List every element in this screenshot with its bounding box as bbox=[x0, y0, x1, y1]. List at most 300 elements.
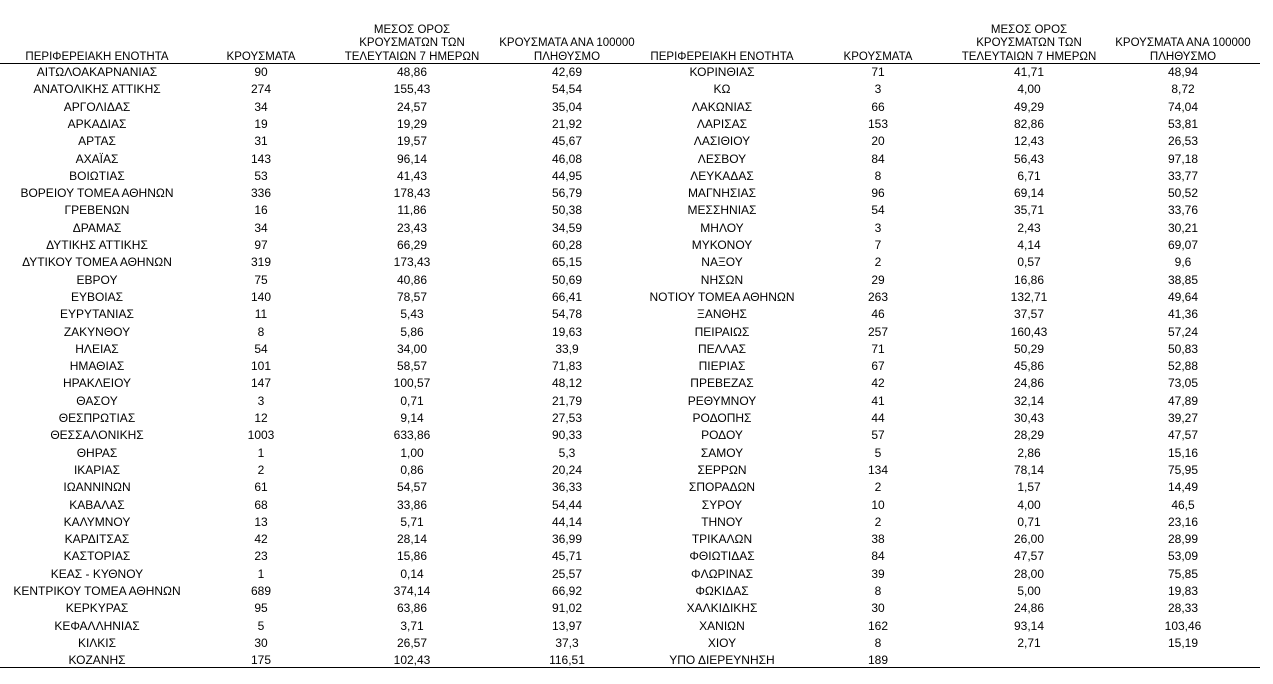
table-row bbox=[0, 531, 640, 548]
per-100k-cell: 36,99 bbox=[551, 532, 583, 547]
per-100k-cell: 42,69 bbox=[551, 65, 583, 79]
table-row bbox=[640, 81, 1273, 98]
table-row bbox=[640, 358, 1273, 375]
avg-7-days-cell: 48,86 bbox=[396, 65, 428, 79]
avg-7-days-cell: 26,00 bbox=[1013, 532, 1045, 547]
column-header-avg7 bbox=[954, 0, 1104, 64]
cases-cell: 143 bbox=[250, 151, 272, 166]
column-header-line: ΤΕΛΕΥΤΑΙΩΝ 7 ΗΜΕΡΩΝ bbox=[961, 50, 1097, 63]
avg-7-days-cell: 5,71 bbox=[400, 514, 424, 529]
region-name-cell: ΜΕΣΣΗΝΙΑΣ bbox=[687, 203, 757, 218]
avg-7-days-cell: 28,00 bbox=[1013, 566, 1045, 581]
column-header-line: ΚΡΟΥΣΜΑΤΩΝ ΤΩΝ bbox=[976, 37, 1082, 49]
region-name-cell: ΣΥΡΟΥ bbox=[701, 497, 743, 512]
avg-7-days-cell: 132,71 bbox=[1010, 289, 1048, 304]
avg-7-days-cell: 24,86 bbox=[1013, 601, 1045, 616]
avg-7-days-cell: 69,14 bbox=[1013, 186, 1045, 201]
table-row bbox=[640, 497, 1273, 514]
region-name-cell: ΕΒΡΟΥ bbox=[76, 272, 118, 287]
region-name-cell: ΙΚΑΡΙΑΣ bbox=[73, 462, 121, 477]
table-row bbox=[0, 618, 640, 635]
avg-7-days-cell: 93,14 bbox=[1013, 618, 1045, 633]
cases-cell: 134 bbox=[867, 462, 889, 477]
table-row bbox=[0, 202, 640, 219]
cases-cell: 3 bbox=[257, 393, 265, 408]
per-100k-cell: 14,49 bbox=[1167, 480, 1199, 495]
region-name-cell: ΚΟΖΑΝΗΣ bbox=[68, 653, 126, 668]
cases-cell: 30 bbox=[254, 635, 268, 650]
avg-7-days-cell: 54,57 bbox=[396, 480, 428, 495]
avg-7-days-cell: 41,43 bbox=[396, 168, 428, 183]
avg-7-days-cell: 37,57 bbox=[1013, 307, 1045, 322]
per-100k-cell: 13,97 bbox=[551, 618, 583, 633]
table-row bbox=[640, 116, 1273, 133]
per-100k-cell: 44,14 bbox=[551, 514, 583, 529]
region-name-cell: ΣΕΡΡΩΝ bbox=[697, 462, 747, 477]
cases-cell: 31 bbox=[254, 134, 268, 149]
table-row bbox=[640, 652, 1273, 669]
cases-cell: 1 bbox=[257, 445, 265, 460]
table-row bbox=[640, 168, 1273, 185]
cases-cell: 2 bbox=[874, 255, 882, 270]
avg-7-days-cell: 28,14 bbox=[396, 532, 428, 547]
column-header-region bbox=[2, 0, 192, 64]
table-row bbox=[0, 410, 640, 427]
per-100k-cell: 48,12 bbox=[551, 376, 583, 391]
table-row bbox=[640, 566, 1273, 583]
table-row bbox=[0, 289, 640, 306]
region-name-cell: ΦΩΚΙΔΑΣ bbox=[695, 584, 749, 598]
avg-7-days-cell: 0,57 bbox=[1017, 255, 1041, 270]
table-row bbox=[640, 531, 1273, 548]
table-row bbox=[0, 635, 640, 652]
avg-7-days-cell: 155,43 bbox=[393, 82, 431, 97]
cases-cell: 336 bbox=[250, 186, 272, 201]
avg-7-days-cell: 100,57 bbox=[393, 376, 431, 391]
cases-cell: 3 bbox=[874, 82, 882, 97]
region-name-cell: ΧΑΛΚΙΔΙΚΗΣ bbox=[686, 601, 758, 616]
table-row bbox=[0, 324, 640, 341]
region-name-cell: ΚΟΡΙΝΘΙΑΣ bbox=[689, 65, 755, 79]
per-100k-cell: 54,44 bbox=[551, 497, 583, 512]
avg-7-days-cell: 2,86 bbox=[1017, 445, 1041, 460]
table-row bbox=[0, 479, 640, 496]
cases-cell: 19 bbox=[254, 116, 268, 131]
avg-7-days-cell: 40,86 bbox=[396, 272, 428, 287]
cases-cell: 44 bbox=[871, 411, 885, 425]
cases-cell: 57 bbox=[871, 428, 885, 443]
per-100k-cell: 65,15 bbox=[551, 255, 583, 270]
avg-7-days-cell: 66,29 bbox=[396, 238, 428, 252]
per-100k-cell: 53,81 bbox=[1167, 116, 1199, 131]
per-100k-cell: 44,95 bbox=[551, 168, 583, 183]
avg-7-days-cell: 0,86 bbox=[400, 462, 424, 477]
per-100k-cell: 54,54 bbox=[551, 82, 583, 97]
cases-cell: 274 bbox=[250, 82, 272, 97]
per-100k-cell: 33,9 bbox=[555, 341, 579, 356]
per-100k-cell: 75,95 bbox=[1167, 462, 1199, 477]
table-row bbox=[640, 600, 1273, 617]
table-row bbox=[0, 151, 640, 168]
cases-cell: 42 bbox=[871, 376, 885, 391]
table-row bbox=[0, 652, 640, 669]
per-100k-cell: 15,19 bbox=[1167, 635, 1199, 650]
table-row bbox=[640, 583, 1273, 600]
region-name-cell: ΤΗΝΟΥ bbox=[701, 514, 743, 529]
cases-cell: 3 bbox=[874, 220, 882, 235]
cases-cell: 263 bbox=[867, 289, 889, 304]
region-name-cell: ΘΕΣΠΡΩΤΙΑΣ bbox=[58, 411, 136, 425]
column-header-line: ΚΡΟΥΣΜΑΤΑ bbox=[226, 50, 296, 63]
region-name-cell: ΧΑΝΙΩΝ bbox=[699, 618, 745, 633]
avg-7-days-cell: 5,86 bbox=[400, 324, 424, 339]
column-header-line: ΜΕΣΟΣ ΟΡΟΣ bbox=[373, 23, 451, 36]
avg-7-days-cell: 0,71 bbox=[1017, 514, 1041, 529]
avg-7-days-cell: 96,14 bbox=[396, 151, 428, 166]
cases-cell: 689 bbox=[250, 584, 272, 598]
table-row bbox=[640, 548, 1273, 565]
region-name-cell: ΡΟΔΟΠΗΣ bbox=[692, 411, 752, 425]
region-name-cell: ΡΟΔΟΥ bbox=[701, 428, 743, 443]
cases-cell: 10 bbox=[871, 497, 885, 512]
region-name-cell: ΕΥΒΟΙΑΣ bbox=[70, 289, 124, 304]
cases-cell: 153 bbox=[867, 116, 889, 131]
cases-cell: 71 bbox=[871, 65, 885, 79]
per-100k-cell bbox=[1108, 652, 1258, 669]
cases-cell: 38 bbox=[871, 532, 885, 547]
per-100k-cell: 33,76 bbox=[1167, 203, 1199, 218]
region-name-cell: ΝΗΣΩΝ bbox=[700, 272, 744, 287]
table-row bbox=[0, 445, 640, 462]
per-100k-cell: 50,52 bbox=[1167, 186, 1199, 201]
per-100k-cell: 41,36 bbox=[1167, 307, 1199, 322]
avg-7-days-cell: 5,00 bbox=[1017, 584, 1041, 598]
avg-7-days-cell: 63,86 bbox=[396, 601, 428, 616]
table-row bbox=[0, 185, 640, 202]
region-name-cell: ΦΘΙΩΤΙΔΑΣ bbox=[689, 549, 755, 564]
cases-cell: 39 bbox=[871, 566, 885, 581]
per-100k-cell: 15,16 bbox=[1167, 445, 1199, 460]
region-name-cell: ΛΑΡΙΣΑΣ bbox=[696, 116, 748, 131]
cases-cell: 75 bbox=[254, 272, 268, 287]
cases-cell: 162 bbox=[867, 618, 889, 633]
avg-7-days-cell: 16,86 bbox=[1013, 272, 1045, 287]
per-100k-cell: 21,92 bbox=[551, 116, 583, 131]
region-name-cell: ΚΑΡΔΙΤΣΑΣ bbox=[64, 532, 130, 547]
cases-cell: 34 bbox=[254, 220, 268, 235]
cases-cell: 42 bbox=[254, 532, 268, 547]
table-row bbox=[0, 462, 640, 479]
region-name-cell: ΛΕΣΒΟΥ bbox=[697, 151, 747, 166]
region-name-cell: ΣΑΜΟΥ bbox=[700, 445, 744, 460]
region-name-cell: ΚΑΛΥΜΝΟΥ bbox=[63, 514, 131, 529]
avg-7-days-cell: 0,14 bbox=[400, 566, 424, 581]
avg-7-days-cell: 24,57 bbox=[396, 99, 428, 114]
avg-7-days-cell: 19,57 bbox=[396, 134, 428, 149]
per-100k-cell: 9,6 bbox=[1174, 255, 1192, 270]
per-100k-cell: 49,64 bbox=[1167, 289, 1199, 304]
per-100k-cell: 36,33 bbox=[551, 480, 583, 495]
avg-7-days-cell: 32,14 bbox=[1013, 393, 1045, 408]
cases-cell: 1 bbox=[257, 566, 265, 581]
region-name-cell: ΚΙΛΚΙΣ bbox=[77, 635, 117, 650]
column-header-line: ΠΕΡΙΦΕΡΕΙΑΚΗ ΕΝΟΤΗΤΑ bbox=[650, 50, 794, 63]
per-100k-cell: 47,89 bbox=[1167, 393, 1199, 408]
per-100k-cell: 52,88 bbox=[1167, 359, 1199, 374]
region-name-cell: ΛΑΣΙΘΙΟΥ bbox=[693, 134, 751, 149]
region-name-cell: ΚΕΝΤΡΙΚΟΥ ΤΟΜΕΑ ΑΘΗΝΩΝ bbox=[13, 584, 181, 598]
avg-7-days-cell: 173,43 bbox=[393, 255, 431, 270]
per-100k-cell: 26,53 bbox=[1167, 134, 1199, 149]
avg-7-days-cell: 0,71 bbox=[400, 393, 424, 408]
region-name-cell: ΚΩ bbox=[713, 82, 731, 97]
cases-cell: 2 bbox=[874, 480, 882, 495]
per-100k-cell: 46,08 bbox=[551, 151, 583, 166]
table-row bbox=[640, 220, 1273, 237]
per-100k-cell: 19,63 bbox=[551, 324, 583, 339]
avg-7-days-cell: 160,43 bbox=[1010, 324, 1048, 339]
cases-cell: 2 bbox=[257, 462, 265, 477]
cases-cell: 1003 bbox=[247, 428, 275, 443]
per-100k-cell: 28,33 bbox=[1167, 601, 1199, 616]
per-100k-cell: 103,46 bbox=[1164, 618, 1202, 633]
cases-cell: 84 bbox=[871, 151, 885, 166]
table-row bbox=[640, 618, 1273, 635]
per-100k-cell: 45,71 bbox=[551, 549, 583, 564]
cases-cell: 175 bbox=[250, 653, 272, 668]
region-name-cell: ΧΙΟΥ bbox=[707, 635, 737, 650]
table-row bbox=[640, 479, 1273, 496]
cases-cell: 8 bbox=[874, 635, 882, 650]
per-100k-cell: 74,04 bbox=[1167, 99, 1199, 114]
cases-cell: 97 bbox=[254, 238, 268, 252]
cases-cell: 68 bbox=[254, 497, 268, 512]
table-row bbox=[0, 358, 640, 375]
per-100k-cell: 71,83 bbox=[551, 359, 583, 374]
table-row bbox=[640, 635, 1273, 652]
avg-7-days-cell: 28,29 bbox=[1013, 428, 1045, 443]
region-name-cell: ΗΛΕΙΑΣ bbox=[75, 341, 119, 356]
avg-7-days-cell: 633,86 bbox=[393, 428, 431, 443]
column-header-line: ΠΕΡΙΦΕΡΕΙΑΚΗ ΕΝΟΤΗΤΑ bbox=[25, 50, 169, 63]
per-100k-cell: 25,57 bbox=[551, 566, 583, 581]
table-row bbox=[640, 462, 1273, 479]
region-name-cell: ΠΕΛΛΑΣ bbox=[697, 341, 747, 356]
table-row bbox=[640, 99, 1273, 116]
cases-cell: 101 bbox=[250, 359, 272, 374]
avg-7-days-cell: 30,43 bbox=[1013, 411, 1045, 425]
table-row bbox=[0, 514, 640, 531]
avg-7-days-cell: 47,57 bbox=[1013, 549, 1045, 564]
avg-7-days-cell: 6,71 bbox=[1017, 168, 1041, 183]
cases-cell: 12 bbox=[254, 411, 268, 425]
per-100k-cell: 35,04 bbox=[551, 99, 583, 114]
per-100k-cell: 50,69 bbox=[551, 272, 583, 287]
column-header-line: ΠΛΗΘΥΣΜΟ bbox=[533, 50, 601, 63]
region-name-cell: ΣΠΟΡΑΔΩΝ bbox=[688, 480, 756, 495]
per-100k-cell: 48,94 bbox=[1167, 65, 1199, 79]
table-row bbox=[640, 133, 1273, 150]
table-row bbox=[0, 393, 640, 410]
table-row bbox=[640, 514, 1273, 531]
per-100k-cell: 37,3 bbox=[555, 635, 579, 650]
cases-cell: 23 bbox=[254, 549, 268, 564]
table-row bbox=[640, 375, 1273, 392]
per-100k-cell: 47,57 bbox=[1167, 428, 1199, 443]
avg-7-days-cell: 33,86 bbox=[396, 497, 428, 512]
region-name-cell: ΑΝΑΤΟΛΙΚΗΣ ΑΤΤΙΚΗΣ bbox=[33, 82, 161, 97]
region-name-cell: ΗΡΑΚΛΕΙΟΥ bbox=[62, 376, 132, 391]
avg-7-days-cell: 82,86 bbox=[1013, 116, 1045, 131]
column-header-cases bbox=[838, 0, 918, 64]
cases-cell: 61 bbox=[254, 480, 268, 495]
avg-7-days-cell: 41,71 bbox=[1013, 65, 1045, 79]
avg-7-days-cell bbox=[954, 652, 1104, 669]
region-name-cell: ΑΡΤΑΣ bbox=[78, 134, 116, 149]
cases-cell: 2 bbox=[874, 514, 882, 529]
cases-cell: 53 bbox=[254, 168, 268, 183]
avg-7-days-cell: 49,29 bbox=[1013, 99, 1045, 114]
table-row bbox=[640, 64, 1273, 81]
region-name-cell: ΝΟΤΙΟΥ ΤΟΜΕΑ ΑΘΗΝΩΝ bbox=[649, 289, 795, 304]
avg-7-days-cell: 78,57 bbox=[396, 289, 428, 304]
per-100k-cell: 50,83 bbox=[1167, 341, 1199, 356]
per-100k-cell: 34,59 bbox=[551, 220, 583, 235]
cases-cell: 66 bbox=[871, 99, 885, 114]
avg-7-days-cell: 2,43 bbox=[1017, 220, 1041, 235]
cases-cell: 11 bbox=[254, 307, 268, 322]
table-row bbox=[0, 566, 640, 583]
region-name-cell: ΓΡΕΒΕΝΩΝ bbox=[64, 203, 130, 218]
region-name-cell: ΞΑΝΘΗΣ bbox=[697, 307, 747, 322]
avg-7-days-cell: 19,29 bbox=[396, 116, 428, 131]
region-name-cell: ΑΙΤΩΛΟΑΚΑΡΝΑΝΙΑΣ bbox=[36, 65, 158, 79]
cases-cell: 71 bbox=[871, 341, 885, 356]
table-row bbox=[0, 237, 640, 254]
cases-cell: 20 bbox=[871, 134, 885, 149]
per-100k-cell: 56,79 bbox=[551, 186, 583, 201]
per-100k-cell: 97,18 bbox=[1167, 151, 1199, 166]
table-row bbox=[0, 341, 640, 358]
avg-7-days-cell: 23,43 bbox=[396, 220, 428, 235]
cases-cell: 46 bbox=[871, 307, 885, 322]
column-header-line: ΚΡΟΥΣΜΑΤΑ bbox=[843, 50, 913, 63]
per-100k-cell: 91,02 bbox=[551, 601, 583, 616]
region-name-cell: ΥΠΟ ΔΙΕΡΕΥΝΗΣΗ bbox=[669, 653, 775, 668]
region-name-cell: ΜΥΚΟΝΟΥ bbox=[691, 238, 753, 252]
per-100k-cell: 5,3 bbox=[558, 445, 576, 460]
cases-cell: 16 bbox=[254, 203, 268, 218]
table-row bbox=[640, 427, 1273, 444]
avg-7-days-cell: 102,43 bbox=[393, 653, 431, 668]
region-name-cell: ΠΙΕΡΙΑΣ bbox=[698, 359, 746, 374]
avg-7-days-cell: 58,57 bbox=[396, 359, 428, 374]
per-100k-cell: 19,83 bbox=[1167, 584, 1199, 598]
per-100k-cell: 38,85 bbox=[1167, 272, 1199, 287]
table-row bbox=[0, 427, 640, 444]
per-100k-cell: 57,24 bbox=[1167, 324, 1199, 339]
region-name-cell: ΠΕΙΡΑΙΩΣ bbox=[694, 324, 750, 339]
per-100k-cell: 60,28 bbox=[551, 238, 583, 252]
avg-7-days-cell: 11,86 bbox=[397, 203, 427, 218]
per-100k-cell: 23,16 bbox=[1167, 514, 1199, 529]
table-row bbox=[0, 548, 640, 565]
cases-cell: 95 bbox=[254, 601, 268, 616]
cases-cell: 319 bbox=[250, 255, 272, 270]
avg-7-days-cell: 2,71 bbox=[1017, 635, 1041, 650]
cases-cell: 90 bbox=[254, 65, 268, 79]
avg-7-days-cell: 178,43 bbox=[393, 186, 431, 201]
cases-cell: 140 bbox=[250, 289, 272, 304]
table-row bbox=[640, 202, 1273, 219]
table-row bbox=[0, 583, 640, 600]
cases-cell: 5 bbox=[874, 445, 882, 460]
avg-7-days-cell: 1,00 bbox=[400, 445, 424, 460]
table-row bbox=[0, 133, 640, 150]
region-name-cell: ΔΡΑΜΑΣ bbox=[72, 220, 122, 235]
column-header-line: ΠΛΗΘΥΣΜΟ bbox=[1149, 50, 1217, 63]
avg-7-days-cell: 50,29 bbox=[1013, 341, 1045, 356]
region-name-cell: ΑΡΓΟΛΙΔΑΣ bbox=[63, 99, 131, 114]
table-row bbox=[0, 81, 640, 98]
cases-cell: 67 bbox=[871, 359, 885, 374]
per-100k-cell: 8,72 bbox=[1171, 82, 1195, 97]
cases-cell: 257 bbox=[867, 324, 889, 339]
avg-7-days-cell: 34,00 bbox=[396, 341, 428, 356]
per-100k-cell: 53,09 bbox=[1167, 549, 1199, 564]
region-name-cell: ΚΑΒΑΛΑΣ bbox=[69, 497, 125, 512]
avg-7-days-cell: 4,00 bbox=[1017, 82, 1041, 97]
per-100k-cell: 66,92 bbox=[551, 584, 583, 598]
avg-7-days-cell: 24,86 bbox=[1013, 376, 1045, 391]
per-100k-cell: 28,99 bbox=[1167, 532, 1199, 547]
column-header-line: ΚΡΟΥΣΜΑΤΩΝ ΤΩΝ bbox=[359, 37, 465, 49]
region-name-cell: ΙΩΑΝΝΙΝΩΝ bbox=[63, 480, 131, 495]
cases-cell: 8 bbox=[874, 168, 882, 183]
region-name-cell: ΛΑΚΩΝΙΑΣ bbox=[691, 99, 753, 114]
per-100k-cell: 73,05 bbox=[1167, 376, 1199, 391]
cases-cell: 189 bbox=[867, 653, 889, 668]
column-header-line: ΚΡΟΥΣΜΑΤΑ ΑΝΑ 100000 bbox=[499, 37, 635, 49]
column-header-region bbox=[642, 0, 802, 64]
region-name-cell: ΘΕΣΣΑΛΟΝΙΚΗΣ bbox=[50, 428, 144, 443]
cases-cell: 8 bbox=[257, 324, 265, 339]
table-row bbox=[0, 116, 640, 133]
region-name-cell: ΡΕΘΥΜΝΟΥ bbox=[687, 393, 757, 408]
table-row bbox=[640, 341, 1273, 358]
avg-7-days-cell: 45,86 bbox=[1013, 359, 1045, 374]
region-name-cell: ΜΗΛΟΥ bbox=[700, 220, 744, 235]
column-header-line: ΤΕΛΕΥΤΑΙΩΝ 7 ΗΜΕΡΩΝ bbox=[344, 50, 480, 63]
table-row bbox=[0, 64, 640, 81]
avg-7-days-cell: 15,86 bbox=[396, 549, 428, 564]
table-row bbox=[640, 306, 1273, 323]
cases-cell: 29 bbox=[871, 272, 885, 287]
region-name-cell: ΑΧΑΪΑΣ bbox=[75, 151, 119, 166]
table-row bbox=[0, 600, 640, 617]
region-name-cell: ΒΟΙΩΤΙΑΣ bbox=[69, 168, 125, 183]
region-name-cell: ΘΗΡΑΣ bbox=[76, 445, 118, 460]
region-name-cell: ΜΑΓΝΗΣΙΑΣ bbox=[687, 186, 757, 201]
region-name-cell: ΔΥΤΙΚΗΣ ΑΤΤΙΚΗΣ bbox=[46, 238, 148, 252]
region-name-cell: ΗΜΑΘΙΑΣ bbox=[69, 359, 125, 374]
avg-7-days-cell: 374,14 bbox=[393, 584, 431, 598]
avg-7-days-cell: 5,43 bbox=[400, 307, 424, 322]
table-row bbox=[0, 306, 640, 323]
region-name-cell: ΝΑΞΟΥ bbox=[701, 255, 743, 270]
region-name-cell: ΚΕΡΚΥΡΑΣ bbox=[65, 601, 129, 616]
table-row bbox=[640, 272, 1273, 289]
